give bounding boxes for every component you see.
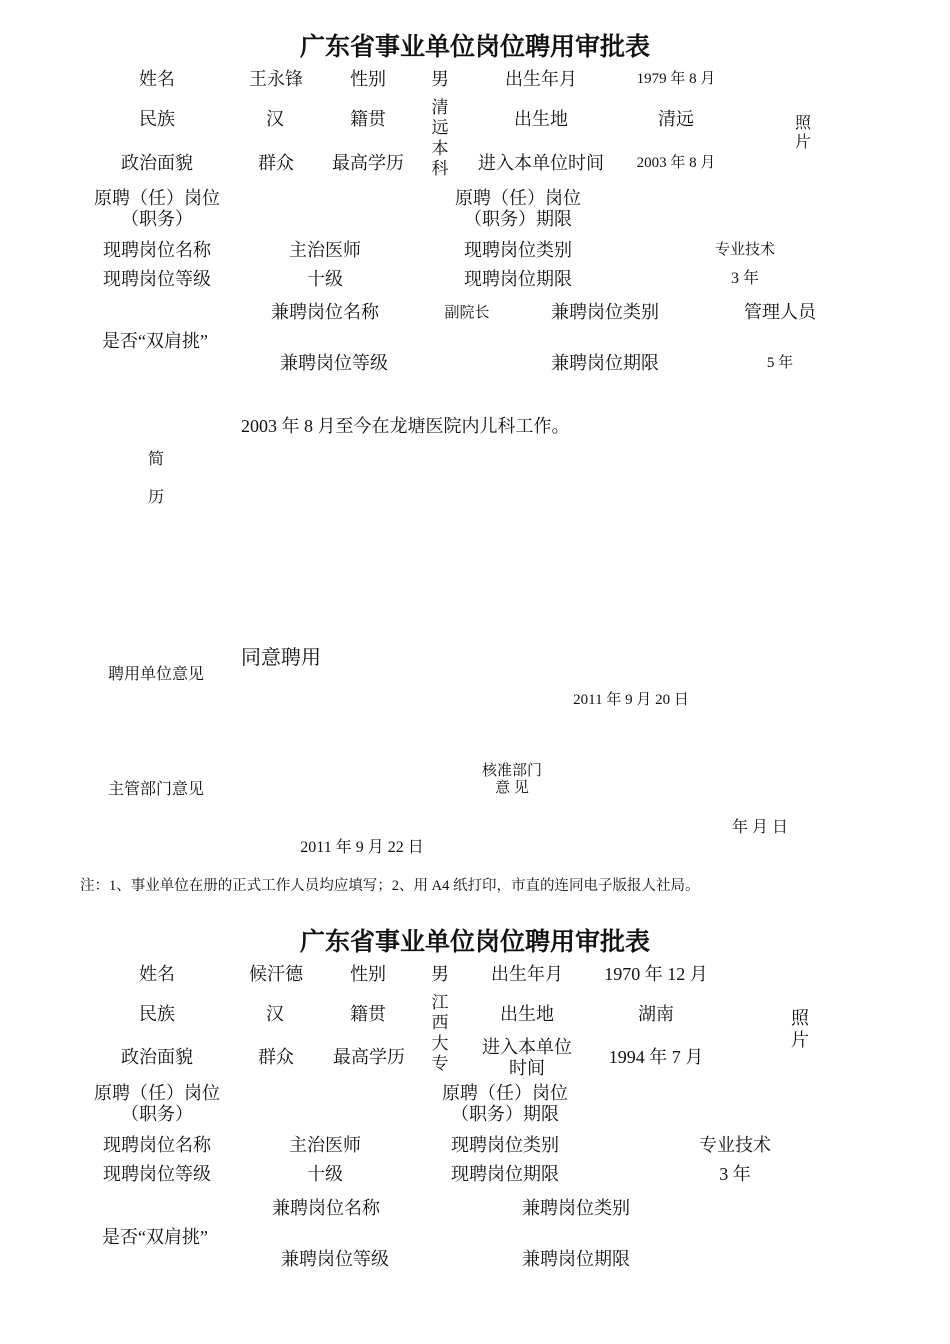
form2-orig-term-label [442, 1083, 568, 1124]
form2-dual-label: 是否“双肩挑” [102, 1227, 208, 1247]
form1-resume-text: 2003 年 8 月至今在龙塘医院内儿科工作。 [241, 416, 570, 436]
form1-cur-type-label: 现聘岗位类别 [464, 240, 572, 260]
form2-entry-label [482, 1037, 572, 1078]
form1-supervisor-label: 主管部门意见 [107, 781, 205, 798]
form2-photo-char: 片 [791, 1029, 809, 1050]
form1-orig-term-line: 原聘（任）岗位 [455, 188, 581, 208]
form1-gender-value: 男 [431, 69, 449, 89]
form1-edu-char: 本 [431, 138, 449, 158]
form1-part-type-label: 兼聘岗位类别 [551, 302, 659, 322]
form2-edu-char: 专 [431, 1054, 449, 1074]
form1-cur-name-value: 主治医师 [289, 240, 361, 260]
form1-title: 广东省事业单位岗位聘用审批表 [299, 34, 651, 61]
form1-part-level-label: 兼聘岗位等级 [280, 353, 388, 373]
form1-orig-post-line: （职务） [121, 208, 193, 229]
form1-edu-char: 科 [431, 159, 449, 179]
form1-cur-level-value: 十级 [307, 269, 343, 289]
form2-entry-value: 1994 年 7 月 [608, 1047, 704, 1067]
form1-supervisor-date: 2011 年 9 月 22 日 [300, 839, 424, 856]
form2-native-label: 籍贯 [350, 1004, 386, 1024]
form2-birth-value: 1970 年 12 月 [604, 964, 708, 984]
form1-approval-date: 年 月 日 [731, 819, 789, 836]
form1-employer-date: 2011 年 9 月 20 日 [573, 692, 689, 708]
form2-edu-char: 西 [431, 1013, 449, 1033]
form2-orig-term-line: （职务）期限 [451, 1103, 559, 1124]
form1-cur-term-label: 现聘岗位期限 [464, 269, 572, 289]
form2-edu-char: 江 [431, 993, 449, 1012]
form1-edu-char: 远 [431, 118, 449, 138]
form1-photo-placeholder [793, 114, 813, 152]
form2-education-vertical [430, 993, 450, 1075]
form2-birthplace-value: 湖南 [638, 1004, 674, 1024]
form1-birthplace-label: 出生地 [514, 109, 568, 129]
form1-entry-value: 2003 年 8 月 [636, 155, 716, 171]
form2-ethnicity-value: 汉 [266, 1004, 284, 1024]
form1-resume-label-1: 简 [147, 451, 165, 468]
form1-birth-value: 1979 年 8 月 [636, 71, 716, 87]
form2-photo-placeholder [789, 1008, 811, 1051]
form1-part-type-value: 管理人员 [744, 302, 816, 322]
form2-name-label: 姓名 [139, 964, 175, 984]
form2-cur-level-label: 现聘岗位等级 [103, 1164, 211, 1184]
form2-part-level-label: 兼聘岗位等级 [281, 1249, 389, 1269]
form2-edu-label: 最高学历 [333, 1047, 405, 1067]
form2-birthplace-label: 出生地 [500, 1004, 554, 1024]
form1-approval-line: 核准部门 [481, 763, 543, 779]
form1-birthplace-value: 清远 [658, 109, 694, 129]
form2-part-type-label: 兼聘岗位类别 [522, 1198, 630, 1218]
form1-dual-label: 是否“双肩挑” [102, 331, 208, 351]
form2-cur-name-value: 主治医师 [289, 1135, 361, 1155]
form2-orig-post-line: （职务） [121, 1103, 193, 1124]
form1-part-name-value: 副院长 [444, 305, 490, 321]
form2-cur-type-label: 现聘岗位类别 [451, 1135, 559, 1155]
form1-orig-post-label [94, 188, 220, 229]
form2-cur-type-value: 专业技术 [699, 1135, 771, 1155]
form1-education-vertical [430, 98, 450, 180]
form1-cur-name-label: 现聘岗位名称 [103, 240, 211, 260]
form1-name-label: 姓名 [139, 69, 175, 89]
form1-employer-opinion: 同意聘用 [241, 647, 321, 669]
form2-entry-line: 时间 [509, 1057, 545, 1078]
form2-political-label: 政治面貌 [121, 1047, 193, 1067]
form1-orig-term-line: （职务）期限 [464, 208, 572, 229]
form2-orig-post-label [94, 1083, 220, 1124]
form2-cur-name-label: 现聘岗位名称 [103, 1135, 211, 1155]
form1-name-value: 王永锋 [249, 69, 303, 89]
form2-cur-term-label: 现聘岗位期限 [451, 1164, 559, 1184]
form2-cur-term-value: 3 年 [719, 1164, 751, 1184]
form1-edu-label: 最高学历 [332, 153, 404, 173]
form1-part-name-label: 兼聘岗位名称 [271, 302, 379, 322]
form1-photo-char: 片 [794, 134, 811, 152]
form1-orig-post-line: 原聘（任）岗位 [94, 188, 220, 208]
form2-birth-label: 出生年月 [491, 964, 563, 984]
form1-gender-label: 性别 [350, 69, 386, 89]
form1-ethnicity-value: 汉 [266, 109, 284, 129]
form2-title: 广东省事业单位岗位聘用审批表 [299, 929, 651, 956]
form2-edu-char: 大 [431, 1033, 449, 1053]
form2-entry-line: 进入本单位 [482, 1037, 572, 1057]
form1-native-label: 籍贯 [350, 109, 386, 129]
form1-part-term-value: 5 年 [766, 355, 794, 371]
form1-birth-label: 出生年月 [505, 69, 577, 89]
form1-political-label: 政治面貌 [121, 153, 193, 173]
form2-part-term-label: 兼聘岗位期限 [522, 1249, 630, 1269]
form2-cur-level-value: 十级 [307, 1164, 343, 1184]
form1-cur-type-value: 专业技术 [714, 242, 776, 258]
form1-entry-label: 进入本单位时间 [478, 153, 604, 173]
form2-orig-term-line: 原聘（任）岗位 [442, 1083, 568, 1103]
form2-gender-value: 男 [431, 964, 449, 984]
form1-edu-char: 清 [431, 98, 449, 117]
form1-cur-term-value: 3 年 [730, 270, 760, 287]
form2-gender-label: 性别 [350, 964, 386, 984]
form1-ethnicity-label: 民族 [139, 109, 175, 129]
form1-resume-label-2: 历 [147, 489, 165, 506]
form1-political-value: 群众 [258, 153, 294, 173]
form1-approval-line: 意 见 [495, 780, 529, 797]
form2-part-name-label: 兼聘岗位名称 [272, 1198, 380, 1218]
form2-orig-post-line: 原聘（任）岗位 [94, 1083, 220, 1103]
form2-photo-char: 照 [791, 1008, 809, 1028]
form2-ethnicity-label: 民族 [139, 1004, 175, 1024]
form1-part-term-label: 兼聘岗位期限 [551, 353, 659, 373]
form2-political-value: 群众 [258, 1047, 294, 1067]
form1-employer-opinion-label: 聘用单位意见 [107, 666, 205, 683]
form2-name-value: 候汗德 [249, 964, 303, 984]
form1-approval-label [482, 763, 542, 798]
form1-note: 注：1、事业单位在册的正式工作人员均应填写；2、用 A4 纸打印，市直的连同电子版报人社局。 [80, 878, 700, 894]
form1-orig-term-label [455, 188, 581, 229]
form1-cur-level-label: 现聘岗位等级 [103, 269, 211, 289]
form1-photo-char: 照 [794, 115, 811, 132]
